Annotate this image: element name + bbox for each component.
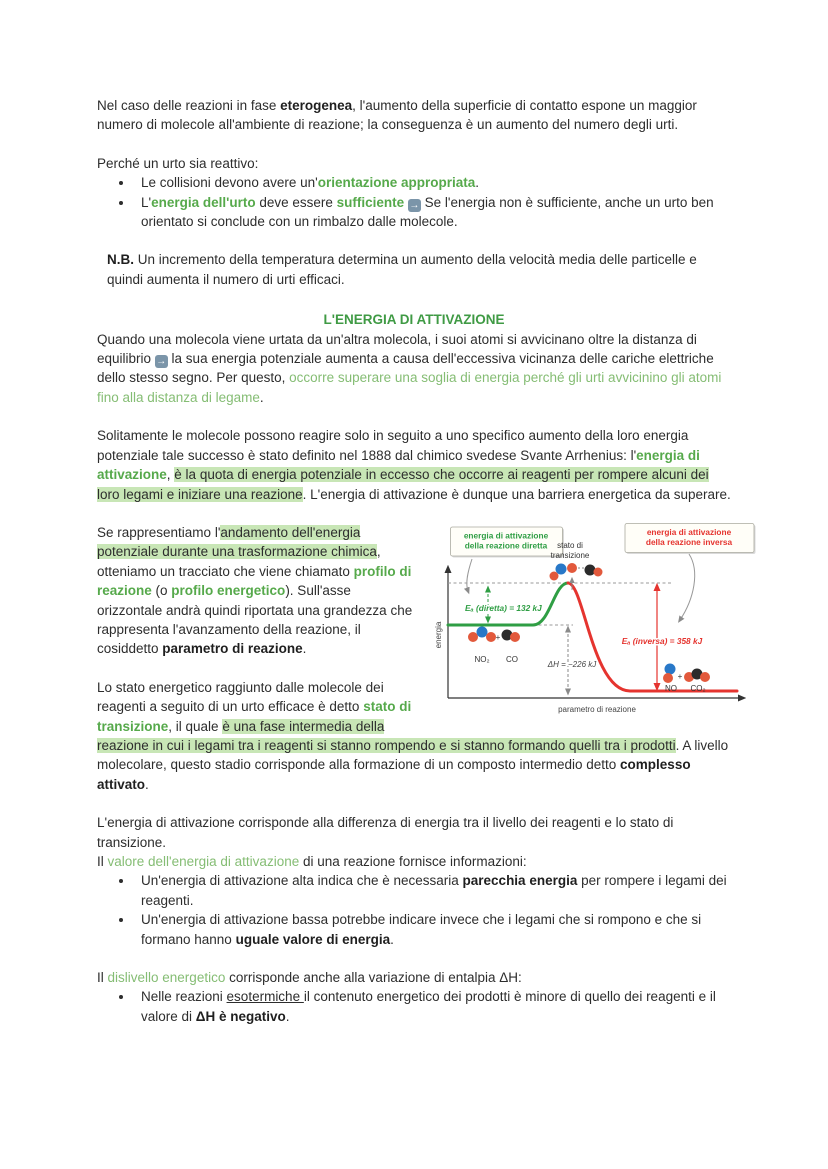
reactant-label-co: CO <box>506 654 518 664</box>
text-run: energia di attivazione <box>97 447 700 483</box>
text-run: Se l'energia non è sufficiente, anche un urto ben orientato si conclude con un rimbalzo dalle molecole. <box>141 194 714 230</box>
reactant-molecules <box>468 626 520 642</box>
text-run: è una fase intermedia della reazione in cui i legami tra i reagenti si stanno rompendo e si stanno formando quelli tra i prodotti <box>97 718 676 753</box>
paragraph-arrhenius-definition <box>97 426 731 504</box>
paragraph-enthalpy-intro <box>97 968 731 987</box>
figure-and-text-flow <box>97 523 731 794</box>
list-item <box>134 871 731 910</box>
text-run: . <box>475 175 479 191</box>
text-run: Quando una molecola viene urtata da un'altra molecola, i suoi atomi si avvicinano oltre la distanza di equilibrio <box>97 331 697 367</box>
text-run: di una reazione fornisce informazioni: <box>299 854 527 869</box>
text-run: Lo stato energetico raggiunto dalle molecole dei reagenti a seguito di un urto efficace è detto <box>97 679 384 715</box>
callout-direct-line2: della reazione diretta <box>464 540 548 551</box>
list-item <box>134 173 731 192</box>
arrow-right-icon: → <box>409 199 420 211</box>
product-label-co2: CO₂ <box>690 683 706 693</box>
energy-profile-chart <box>432 523 760 728</box>
text-run: , il quale <box>168 718 223 734</box>
callout-direct-line1: energia di attivazione <box>463 530 549 541</box>
x-axis-label: parametro di reazione <box>558 704 636 714</box>
text-run: Se rappresentiamo l' <box>97 524 221 540</box>
text-run: , <box>166 467 175 483</box>
text-run: . <box>390 931 394 947</box>
transition-state-molecule <box>550 563 603 581</box>
energy-profile-figure <box>432 523 760 728</box>
bullet-list-collision-conditions <box>97 173 731 231</box>
text-run: ΔH è negativo <box>195 1008 286 1024</box>
callout-inverse-line1: energia di attivazione <box>646 526 732 537</box>
product-label-no: NO <box>665 683 677 693</box>
text-run: Nelle reazioni <box>141 989 227 1005</box>
pointer-direct-arrow <box>467 559 472 591</box>
pointer-inverse-arrow <box>680 554 695 620</box>
text-run: è la quota di energia potenziale in eccesso che occorre ai reagenti per rompere alcuni dei loro legami e iniziare una reazione <box>97 467 709 502</box>
text-run: Il <box>97 970 108 986</box>
text-run: L' <box>141 194 152 210</box>
text-run: N.B. <box>107 252 134 268</box>
text-run: occorre superare una soglia di energia perché gli urti avvicinino gli atomi fino alla distanza di legame <box>97 370 722 405</box>
text-run: L'energia di attivazione corrisponde alla differenza di energia tra il livello dei reagenti e lo stato di transizione. <box>97 815 674 850</box>
text-run: deve essere <box>255 194 337 210</box>
text-run: . <box>259 389 264 405</box>
text-run: . <box>285 1008 290 1024</box>
text-run: parecchia energia <box>462 873 578 889</box>
text-run: eterogenea <box>280 98 353 113</box>
text-run: Nel caso delle reazioni in fase <box>97 98 281 113</box>
paragraph-molecule-collision <box>97 330 731 408</box>
text-run: esotermiche <box>226 989 304 1005</box>
text-run: stato di transizione <box>97 699 412 734</box>
text-run: . L'energia di attivazione è dunque una barriera energetica da superare. <box>302 486 731 502</box>
paragraph-nota-bene <box>97 250 731 289</box>
text-run: andamento dell'energia potenziale durante una trasformazione chimica <box>97 524 377 560</box>
text-run: per rompere i legami dei reagenti. <box>141 873 727 908</box>
text-run: Un'energia di attivazione bassa potrebbe indicare invece che i legami che si rompono e che si formano hanno <box>141 912 702 947</box>
text-run: Solitamente le molecole possono reagire solo in seguito a uno specifico aumento della loro energia potenziale tale successo è stato definito nel 1888 dal chimico svedese Svante Arrhenius: l' <box>97 428 689 463</box>
reactant-plus: + <box>495 632 501 642</box>
text-run: valore dell'energia di attivazione <box>107 854 300 869</box>
text-run: profilo energetico <box>171 583 286 599</box>
product-molecules <box>663 663 710 683</box>
paragraph-heterogeneous-reactions <box>97 96 731 135</box>
text-run: profilo di reazione <box>97 563 412 599</box>
text-run: corrisponde anche alla variazione di entalpia ΔH: <box>225 970 522 986</box>
transition-state-label-line1: stato di <box>557 540 583 550</box>
list-item <box>134 987 731 1026</box>
callout-inverse-line2: della reazione inversa <box>645 536 733 547</box>
paragraph-activation-energy-difference <box>97 813 731 852</box>
product-plus: + <box>677 671 683 681</box>
text-run: dislivello energetico <box>107 970 226 986</box>
ea-inverse-value: Eₐ (inversa) = 358 kJ <box>621 635 703 646</box>
arrow-right-icon: → <box>156 356 167 368</box>
text-run: . <box>145 776 149 792</box>
reactant-label-no2: NO₂ <box>474 654 490 664</box>
text-run: sufficiente <box>336 194 405 210</box>
text-run: Il <box>97 854 108 869</box>
bullet-list-activation-energy-info <box>97 871 731 949</box>
paragraph-reactive-collision-intro <box>97 154 731 173</box>
text-run: , otteniamo un tracciato che viene chiamato <box>97 544 381 579</box>
text-run: parametro di reazione <box>162 641 303 657</box>
paragraph-activation-energy-value-intro <box>97 852 731 871</box>
transition-state-label-line2: transizione <box>550 550 590 560</box>
text-run: Un incremento della temperatura determina un aumento della velocità media delle particelle e quindi aumenta il numero di urti efficaci. <box>107 252 697 287</box>
text-run: il contenuto energetico dei prodotti è minore di quello dei reagenti e il valore di <box>141 989 716 1024</box>
text-run: la sua energia potenziale aumenta a causa dell'eccessiva vicinanza delle cariche elettriche dello stesso segno. Per questo, <box>97 351 714 386</box>
text-run: Le collisioni devono avere un' <box>141 175 318 191</box>
delta-h-value: ΔH = −226 kJ <box>547 659 597 669</box>
text-run: (o <box>151 583 172 599</box>
list-item <box>134 193 731 232</box>
section-heading: L'ENERGIA DI ATTIVAZIONE <box>323 312 505 328</box>
text-run: Un'energia di attivazione alta indica che è necessaria <box>141 873 463 889</box>
text-run: uguale valore di energia <box>235 931 391 947</box>
text-run: orientazione appropriata <box>317 175 476 191</box>
text-run: ). Sull'asse orizzontale andrà quindi riportata una grandezza che rappresenta l'avanzamento della reazione, il cosiddetto <box>97 583 413 657</box>
text-run: Perché un urto sia reattivo: <box>97 155 259 171</box>
text-run: energia dell'urto <box>151 194 256 210</box>
text-run: . A livello molecolare, questo stadio corrisponde alla formazione di un composto intermedio detto <box>97 737 729 773</box>
bullet-list-enthalpy <box>97 987 731 1026</box>
list-item <box>134 910 731 949</box>
text-run: complesso attivato <box>97 757 691 792</box>
text-run: . <box>302 641 307 657</box>
ea-direct-value: Eₐ (diretta) = 132 kJ <box>465 602 542 613</box>
y-axis-label: energia <box>434 621 443 649</box>
text-run: , l'aumento della superficie di contatto espone un maggior numero di molecole all'ambiente di reazione; la conseguenza è un aumento del numero degli urti. <box>97 98 697 133</box>
